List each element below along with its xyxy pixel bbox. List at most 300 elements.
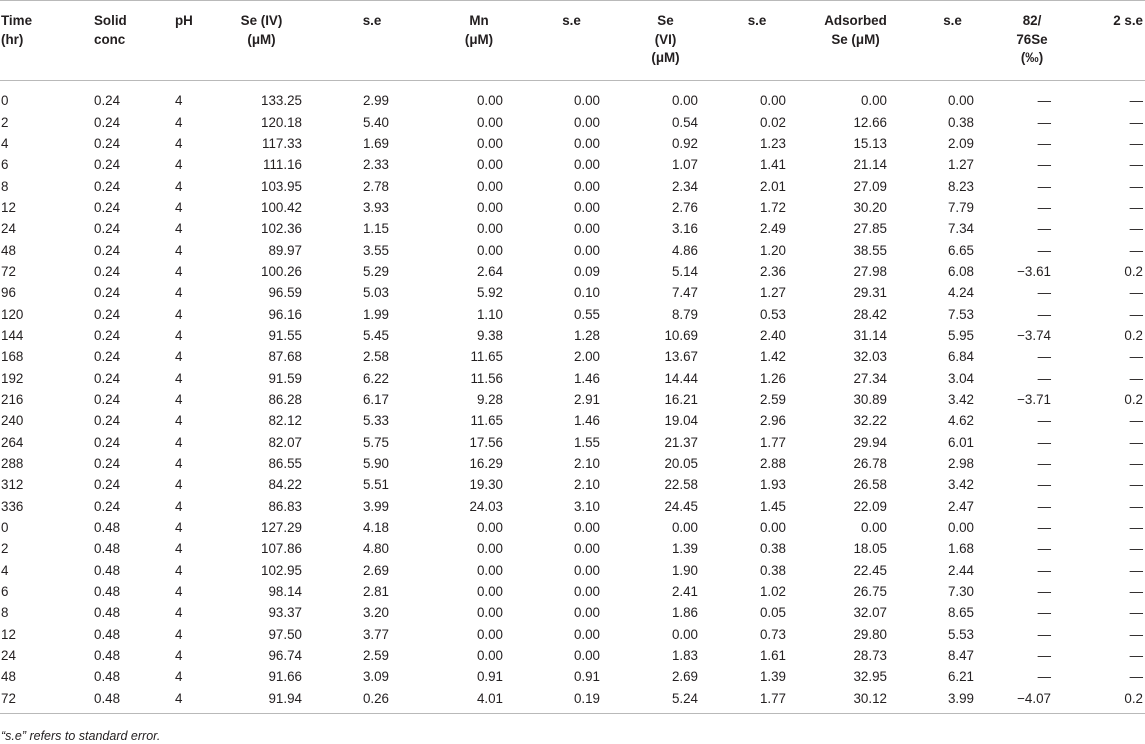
table-cell: 0 xyxy=(1,93,9,109)
column-header-line: (hr) xyxy=(1,31,24,47)
table-cell: — xyxy=(1129,349,1143,365)
table-cell: 8.47 xyxy=(947,648,974,664)
table-cell: 9.28 xyxy=(476,391,503,407)
table-cell: 5.53 xyxy=(947,626,974,642)
column-header-line: Se xyxy=(657,13,674,28)
table-cell: 2.59 xyxy=(362,648,389,664)
table-cell: — xyxy=(1129,413,1143,429)
table-row xyxy=(0,602,1145,623)
table-cell: 91.55 xyxy=(268,327,302,343)
table-row xyxy=(0,560,1145,581)
table-cell: — xyxy=(1037,477,1051,493)
column-header-line: 76Se xyxy=(1016,31,1048,47)
table-cell: 0.2 xyxy=(1124,263,1143,279)
table-cell: 86.55 xyxy=(268,456,302,472)
table-cell: 9.38 xyxy=(476,327,503,343)
table-cell: — xyxy=(1129,221,1143,237)
table-cell: 0.00 xyxy=(573,648,600,664)
column-header xyxy=(0,1,82,81)
table-row xyxy=(0,453,1145,474)
table-cell: 0.26 xyxy=(317,688,427,714)
table-cell: 5.24 xyxy=(612,688,719,714)
table-cell: 4 xyxy=(175,648,183,664)
table-cell: 0.00 xyxy=(759,520,786,536)
table-cell: 2.00 xyxy=(573,349,600,365)
table-cell: 0.53 xyxy=(759,306,786,322)
table-cell: 0.24 xyxy=(94,178,121,194)
table-cell: 0.38 xyxy=(759,562,786,578)
table-cell: 0.00 xyxy=(573,242,600,258)
column-header xyxy=(989,1,1075,81)
table-cell: 20.05 xyxy=(664,456,698,472)
table-cell: 18.05 xyxy=(853,541,887,557)
table-cell: 2.81 xyxy=(362,584,389,600)
table-cell: 8.79 xyxy=(671,306,698,322)
column-header-line: s.e xyxy=(562,13,581,28)
table-cell: 96 xyxy=(1,285,16,301)
table-cell: 91.66 xyxy=(268,669,302,685)
table-row xyxy=(0,410,1145,431)
table-cell: — xyxy=(1129,669,1143,685)
table-cell: 0.00 xyxy=(476,199,503,215)
table-cell: — xyxy=(1129,157,1143,173)
table-cell: 6 xyxy=(1,157,9,173)
table-cell: 0.00 xyxy=(476,520,503,536)
table-row xyxy=(0,218,1145,239)
table-cell: 4 xyxy=(175,285,183,301)
table-cell: 12.66 xyxy=(853,114,887,130)
table-cell: −3.61 xyxy=(1017,263,1051,279)
table-cell: 1.07 xyxy=(671,157,698,173)
table-cell: 7.34 xyxy=(947,221,974,237)
table-cell: — xyxy=(1129,434,1143,450)
table-cell: 86.28 xyxy=(268,391,302,407)
table-cell: 13.67 xyxy=(664,349,698,365)
table-cell: 1.02 xyxy=(759,584,786,600)
table-cell: 4 xyxy=(175,434,183,450)
table-row xyxy=(0,197,1145,218)
table-cell: 2.98 xyxy=(947,456,974,472)
table-cell: 1.28 xyxy=(573,327,600,343)
table-cell: 4 xyxy=(175,242,183,258)
table-row xyxy=(0,367,1145,388)
table-cell: 2.33 xyxy=(362,157,389,173)
table-cell: 4 xyxy=(175,562,183,578)
table-cell: — xyxy=(1129,562,1143,578)
table-cell: 0.38 xyxy=(759,541,786,557)
table-header xyxy=(0,1,1145,81)
table-cell: 1.41 xyxy=(759,157,786,173)
table-row xyxy=(0,538,1145,559)
table-cell: 3.09 xyxy=(362,669,389,685)
table-cell: 0.24 xyxy=(94,349,121,365)
table-cell: 0.24 xyxy=(94,456,121,472)
table-cell: 1.55 xyxy=(573,434,600,450)
table-cell: 4.01 xyxy=(427,688,531,714)
table-cell: 5.95 xyxy=(947,327,974,343)
table-row xyxy=(0,496,1145,517)
table-cell: 4.86 xyxy=(671,242,698,258)
table-cell: — xyxy=(1129,477,1143,493)
table-cell: −4.07 xyxy=(989,688,1075,714)
table-cell: 1.23 xyxy=(759,135,786,151)
table-cell: 96.16 xyxy=(268,306,302,322)
table-cell: 4 xyxy=(175,626,183,642)
table-cell: 0.00 xyxy=(476,178,503,194)
column-header xyxy=(206,1,317,81)
table-cell: 86.83 xyxy=(268,498,302,514)
table-cell: 0.24 xyxy=(94,157,121,173)
table-cell: — xyxy=(1129,541,1143,557)
table-cell: 0.24 xyxy=(94,391,121,407)
table-cell: 89.97 xyxy=(268,242,302,258)
table-cell: 0.09 xyxy=(573,263,600,279)
table-cell: 0.00 xyxy=(573,221,600,237)
table-cell: −3.71 xyxy=(1017,391,1051,407)
table-cell: 3.99 xyxy=(916,688,989,714)
table-cell: 0.55 xyxy=(573,306,600,322)
table-cell: 1.27 xyxy=(759,285,786,301)
table-cell: — xyxy=(1129,306,1143,322)
column-header xyxy=(82,1,162,81)
table-cell: — xyxy=(1129,584,1143,600)
table-cell: 5.51 xyxy=(362,477,389,493)
table-cell: 1.20 xyxy=(759,242,786,258)
table-cell: 2.40 xyxy=(759,327,786,343)
table-cell: 16.21 xyxy=(664,391,698,407)
table-cell: 2.91 xyxy=(573,391,600,407)
table-cell: 2.78 xyxy=(362,178,389,194)
table-cell: — xyxy=(1129,285,1143,301)
table-cell: 3.04 xyxy=(947,370,974,386)
table-cell: 2.44 xyxy=(947,562,974,578)
table-cell: 100.42 xyxy=(261,199,302,215)
column-header-line: (μM) xyxy=(247,31,276,47)
table-cell: 5.75 xyxy=(362,434,389,450)
table-cell: 30.89 xyxy=(853,391,887,407)
table-cell: — xyxy=(1129,605,1143,621)
column-header-line: s.e xyxy=(943,13,962,28)
table-cell: 96.59 xyxy=(268,285,302,301)
table-cell: 48 xyxy=(1,669,16,685)
table-cell: 11.56 xyxy=(470,370,503,386)
table-cell: — xyxy=(1037,669,1051,685)
table-cell: 168 xyxy=(1,349,24,365)
table-cell: 4 xyxy=(175,349,183,365)
table-cell: 6.08 xyxy=(947,263,974,279)
table-cell: 0.00 xyxy=(860,520,887,536)
table-cell: 1.69 xyxy=(362,135,389,151)
table-cell: 8.65 xyxy=(947,605,974,621)
table-cell: 22.09 xyxy=(853,498,887,514)
column-header-line: (μM) xyxy=(651,50,680,65)
table-cell: 26.58 xyxy=(853,477,887,493)
table-cell: 1.27 xyxy=(947,157,974,173)
table-cell: 31.14 xyxy=(853,327,887,343)
table-cell: 0.48 xyxy=(94,605,121,621)
table-cell: 30.12 xyxy=(795,688,916,714)
table-cell: 28.42 xyxy=(853,306,887,322)
table-cell: 0.24 xyxy=(94,413,121,429)
table-cell: 7.53 xyxy=(947,306,974,322)
table-cell: 38.55 xyxy=(853,242,887,258)
table-cell: 0.00 xyxy=(573,605,600,621)
table-cell: 102.95 xyxy=(261,562,302,578)
table-cell: 1.26 xyxy=(759,370,786,386)
table-cell: 29.94 xyxy=(853,434,887,450)
table-cell: 4 xyxy=(175,306,183,322)
table-cell: 1.86 xyxy=(671,605,698,621)
table-cell: 1.77 xyxy=(759,434,786,450)
table-cell: 24 xyxy=(1,648,16,664)
table-cell: 3.55 xyxy=(362,242,389,258)
table-cell: — xyxy=(1037,157,1051,173)
table-cell: 0.24 xyxy=(94,135,121,151)
table-cell: 0.2 xyxy=(1124,327,1143,343)
table-row xyxy=(0,688,1145,714)
table-cell: 72 xyxy=(1,263,16,279)
table-cell: — xyxy=(1129,135,1143,151)
table-cell: — xyxy=(1129,242,1143,258)
table-cell: 0.24 xyxy=(94,199,121,215)
table-cell: 0.00 xyxy=(573,93,600,109)
table-row xyxy=(0,389,1145,410)
table-cell: 7.79 xyxy=(947,199,974,215)
table-cell: 6.17 xyxy=(362,391,389,407)
table-cell: 5.92 xyxy=(476,285,503,301)
column-header xyxy=(1075,1,1145,81)
table-row xyxy=(0,666,1145,687)
table-cell: 2.09 xyxy=(947,135,974,151)
table-cell: 0.00 xyxy=(476,562,503,578)
table-cell: 312 xyxy=(1,477,24,493)
table-cell: — xyxy=(1037,498,1051,514)
table-cell: 4 xyxy=(175,498,183,514)
table-cell: 2.58 xyxy=(362,349,389,365)
table-cell: — xyxy=(1129,520,1143,536)
table-cell: 5.33 xyxy=(362,413,389,429)
table-cell: 5.03 xyxy=(362,285,389,301)
column-header-line: (μM) xyxy=(464,31,494,47)
table-cell: 192 xyxy=(1,370,24,386)
table-cell: 4.80 xyxy=(362,541,389,557)
table-cell: 103.95 xyxy=(261,178,302,194)
table-cell: 98.14 xyxy=(268,584,302,600)
table-cell: 0.24 xyxy=(94,114,121,130)
table-cell: 0.24 xyxy=(94,434,121,450)
table-cell: 0.05 xyxy=(759,605,786,621)
table-cell: 0.48 xyxy=(94,648,121,664)
table-cell: 97.50 xyxy=(268,626,302,642)
table-cell: 0.91 xyxy=(476,669,503,685)
table-cell: 11.65 xyxy=(470,413,503,429)
table-cell: 0.00 xyxy=(476,242,503,258)
table-cell: 0.02 xyxy=(759,114,786,130)
table-cell: 0.48 xyxy=(94,520,121,536)
table-cell: 0.24 xyxy=(94,242,121,258)
table-cell: — xyxy=(1037,135,1051,151)
table-cell: — xyxy=(1037,648,1051,664)
table-cell: — xyxy=(1037,413,1051,429)
table-cell: 27.85 xyxy=(853,221,887,237)
table-cell: 0.00 xyxy=(947,93,974,109)
table-cell: 0.91 xyxy=(573,669,600,685)
table-cell: 21.14 xyxy=(853,157,887,173)
table-cell: 87.68 xyxy=(268,349,302,365)
table-cell: 4 xyxy=(175,221,183,237)
table-cell: 2.99 xyxy=(362,93,389,109)
table-cell: 6.84 xyxy=(947,349,974,365)
table-row xyxy=(0,325,1145,346)
column-header xyxy=(719,1,795,81)
table-cell: 16.29 xyxy=(469,456,503,472)
table-cell: 26.78 xyxy=(853,456,887,472)
table-cell: 0.24 xyxy=(94,263,121,279)
table-cell: 5.40 xyxy=(362,114,389,130)
table-cell: 0.00 xyxy=(573,584,600,600)
table-cell: 32.95 xyxy=(853,669,887,685)
table-cell: 0.00 xyxy=(573,541,600,557)
table-cell: 0.00 xyxy=(671,93,698,109)
table-cell: 0.00 xyxy=(476,584,503,600)
table-cell: 12 xyxy=(1,626,16,642)
table-cell: 2.49 xyxy=(759,221,786,237)
table-cell: — xyxy=(1037,178,1051,194)
column-header-line: s.e xyxy=(747,13,767,28)
table-footnote: “s.e” refers to standard error. xyxy=(1,729,161,743)
header-row xyxy=(0,1,1145,81)
table-cell: 91.94 xyxy=(206,688,317,714)
table-cell: — xyxy=(1129,93,1143,109)
table-cell: — xyxy=(1037,114,1051,130)
table-cell: 1.99 xyxy=(362,306,389,322)
table-cell: 0.00 xyxy=(573,562,600,578)
table-cell: 0.00 xyxy=(573,135,600,151)
table-cell: 22.45 xyxy=(853,562,887,578)
table-cell: 2.01 xyxy=(759,178,786,194)
table-cell: 26.75 xyxy=(853,584,887,600)
table-cell: 27.98 xyxy=(853,263,887,279)
table-cell: 4 xyxy=(175,584,183,600)
column-header-line: Se (IV) xyxy=(240,13,283,28)
table-cell: 107.86 xyxy=(261,541,302,557)
table-cell: — xyxy=(1129,498,1143,514)
table-cell: — xyxy=(1037,285,1051,301)
table-cell: 27.09 xyxy=(853,178,887,194)
table-cell: 216 xyxy=(1,391,24,407)
table-cell: 21.37 xyxy=(664,434,698,450)
table-cell: — xyxy=(1129,648,1143,664)
table-cell: 4 xyxy=(175,477,183,493)
table-cell: 4 xyxy=(175,541,183,557)
table-cell: 4 xyxy=(175,456,183,472)
column-header xyxy=(427,1,531,81)
table-cell: — xyxy=(1129,199,1143,215)
table-cell: −3.74 xyxy=(1017,327,1051,343)
table-cell: 32.22 xyxy=(853,413,887,429)
table-cell: 7.30 xyxy=(947,584,974,600)
table-cell: 0.24 xyxy=(94,285,121,301)
table-cell: 0.2 xyxy=(1075,688,1145,714)
table-cell: — xyxy=(1037,93,1051,109)
table-cell: 4 xyxy=(175,135,183,151)
table-cell: 82.12 xyxy=(268,413,302,429)
table-cell: 32.07 xyxy=(853,605,887,621)
table-cell: — xyxy=(1037,306,1051,322)
table-cell: 82.07 xyxy=(268,434,302,450)
table-cell: 1.45 xyxy=(759,498,786,514)
column-header-line: Adsorbed xyxy=(824,13,887,28)
table-cell: 8 xyxy=(1,178,9,194)
table-cell: 0.00 xyxy=(476,541,503,557)
table-cell: 10.69 xyxy=(664,327,698,343)
table-cell: 0.48 xyxy=(94,584,121,600)
table-cell: 2.88 xyxy=(759,456,786,472)
table-cell: 6.65 xyxy=(947,242,974,258)
table-cell: 127.29 xyxy=(261,520,302,536)
table-cell: 4 xyxy=(175,370,183,386)
table-cell: 2.64 xyxy=(476,263,503,279)
table-cell: 120.18 xyxy=(261,114,302,130)
table-cell: 29.80 xyxy=(853,626,887,642)
column-header-line: pH xyxy=(175,13,193,28)
column-header-line: (‰) xyxy=(1020,50,1044,65)
table-cell: 0.00 xyxy=(476,221,503,237)
column-header-line: 2 s.e xyxy=(1113,13,1143,28)
table-cell: 1.46 xyxy=(573,370,600,386)
table-cell: 4 xyxy=(162,688,206,714)
table-cell: 1.72 xyxy=(759,199,786,215)
table-cell: 5.29 xyxy=(362,263,389,279)
table-cell: 4 xyxy=(175,199,183,215)
table-cell: 2.10 xyxy=(573,456,600,472)
table-cell: 4 xyxy=(1,135,9,151)
table-cell: — xyxy=(1037,221,1051,237)
table-cell: 0.00 xyxy=(573,626,600,642)
table-cell: 0.10 xyxy=(573,285,600,301)
table-cell: 264 xyxy=(1,434,24,450)
table-cell: — xyxy=(1037,242,1051,258)
table-row xyxy=(0,154,1145,175)
table-cell: 4 xyxy=(175,178,183,194)
table-cell: 4 xyxy=(175,391,183,407)
column-header xyxy=(916,1,989,81)
table-cell: 0.00 xyxy=(476,157,503,173)
table-cell: 0.00 xyxy=(860,93,887,109)
table-cell: — xyxy=(1129,370,1143,386)
table-cell: 5.90 xyxy=(362,456,389,472)
table-cell: — xyxy=(1129,626,1143,642)
column-header xyxy=(612,1,719,81)
table-cell: 102.36 xyxy=(261,221,302,237)
table-cell: 1.68 xyxy=(947,541,974,557)
table-cell: 2.76 xyxy=(671,199,698,215)
table-cell: — xyxy=(1037,434,1051,450)
column-header-line: conc xyxy=(94,31,126,47)
table-cell: 24.03 xyxy=(469,498,503,514)
table-cell: 4 xyxy=(175,93,183,109)
table-cell: 0.24 xyxy=(94,93,121,109)
table-cell: 3.93 xyxy=(362,199,389,215)
column-header-line: Time xyxy=(1,13,33,28)
table-cell: 4 xyxy=(175,605,183,621)
table-cell: 8.23 xyxy=(947,178,974,194)
table-cell: 48 xyxy=(1,242,16,258)
table-cell: 4 xyxy=(175,114,183,130)
table-cell: 3.10 xyxy=(573,498,600,514)
table-cell: 14.44 xyxy=(664,370,698,386)
table-cell: — xyxy=(1129,114,1143,130)
